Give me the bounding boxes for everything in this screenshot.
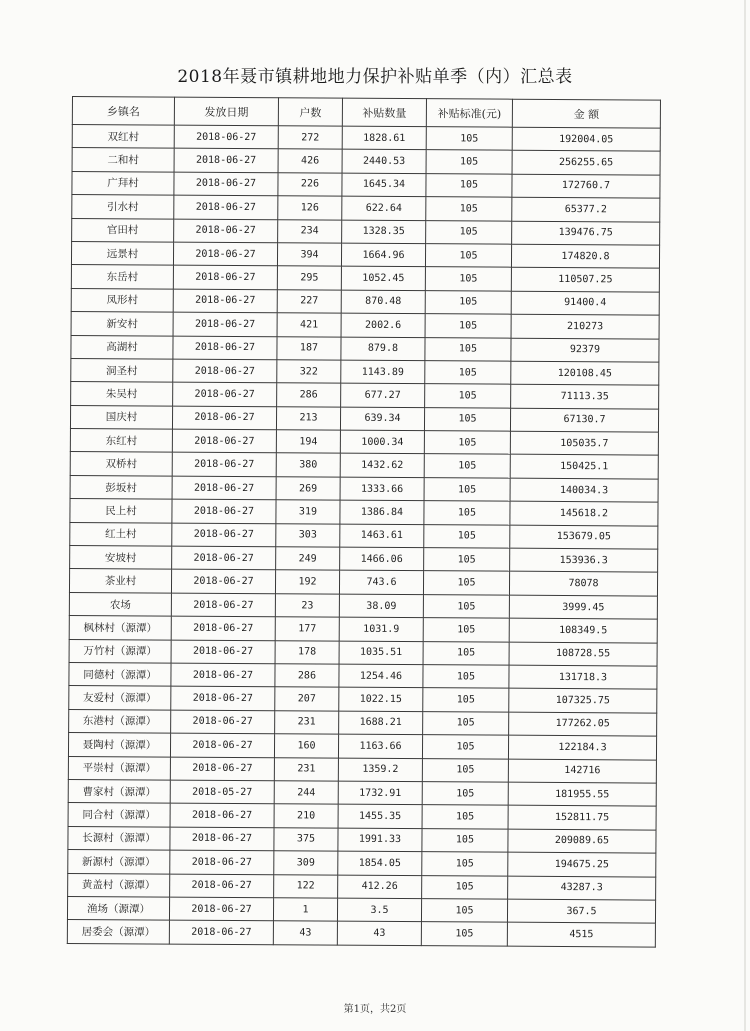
cell-date: 2018-06-27: [171, 593, 275, 617]
cell-households: 207: [275, 687, 339, 711]
cell-date: 2018-06-27: [172, 429, 276, 453]
cell-households: 269: [276, 477, 340, 501]
cell-township: 引水村: [72, 195, 174, 219]
cell-township: 友爱村（源潭）: [69, 686, 171, 710]
cell-township: 高湖村: [71, 335, 173, 359]
cell-amount: 105035.7: [510, 431, 658, 455]
cell-date: 2018-06-27: [172, 476, 276, 500]
cell-standard: 105: [422, 735, 508, 759]
cell-standard: 105: [423, 571, 509, 595]
cell-households: 322: [277, 360, 341, 384]
cell-township: 新安村: [71, 312, 173, 336]
cell-quantity: 1386.84: [340, 500, 424, 524]
cell-quantity: 1328.35: [342, 220, 426, 244]
table-row: [70, 429, 658, 456]
cell-quantity: 2440.53: [342, 150, 426, 174]
cell-date: 2018-06-27: [172, 499, 276, 523]
table-row: [71, 312, 659, 339]
cell-households: 160: [274, 734, 338, 758]
cell-standard: 105: [426, 173, 512, 197]
cell-households: 122: [274, 874, 338, 898]
cell-households: 210: [274, 804, 338, 828]
header-standard: 补贴标准(元): [426, 99, 512, 128]
table-row: [71, 382, 659, 409]
cell-households: 286: [277, 383, 341, 407]
table-row: [70, 405, 658, 432]
cell-quantity: 1000.34: [340, 430, 424, 454]
cell-standard: 105: [426, 197, 512, 221]
cell-quantity: 879.8: [341, 337, 425, 361]
cell-date: 2018-06-27: [170, 733, 274, 757]
cell-township: 枫林村（源潭）: [69, 616, 171, 640]
cell-quantity: 677.27: [341, 383, 425, 407]
table-row: [70, 546, 658, 573]
cell-township: 新源村（源潭）: [68, 850, 170, 874]
cell-amount: 120108.45: [511, 361, 659, 385]
cell-amount: 194675.25: [508, 852, 656, 876]
cell-quantity: 1854.05: [338, 851, 422, 875]
cell-date: 2018-06-27: [171, 640, 275, 664]
cell-standard: 105: [426, 127, 512, 151]
cell-households: 309: [274, 851, 338, 875]
header-amount: 金 额: [512, 99, 660, 128]
cell-quantity: 1359.2: [338, 758, 422, 782]
cell-township: 广拜村: [72, 171, 174, 195]
cell-amount: 256255.65: [512, 151, 660, 175]
cell-standard: 105: [421, 899, 507, 923]
table-row: [72, 218, 660, 245]
cell-quantity: 3.5: [337, 898, 421, 922]
cell-amount: 140034.3: [510, 478, 658, 502]
table-row: [69, 639, 657, 666]
cell-township: 彭坂村: [70, 475, 172, 499]
cell-households: 319: [276, 500, 340, 524]
cell-standard: 105: [422, 852, 508, 876]
cell-households: 187: [277, 336, 341, 360]
table-row: [72, 125, 660, 152]
table-row: [71, 288, 659, 315]
cell-township: 居委会（源潭）: [67, 920, 169, 944]
cell-quantity: 1732.91: [338, 781, 422, 805]
table-row: [70, 522, 658, 549]
cell-amount: 122184.3: [508, 735, 656, 759]
cell-standard: 105: [421, 922, 507, 946]
cell-quantity: 1688.21: [339, 711, 423, 735]
cell-standard: 105: [426, 150, 512, 174]
cell-standard: 105: [424, 548, 510, 572]
cell-households: 177: [275, 617, 339, 641]
cell-amount: 145618.2: [510, 501, 658, 525]
cell-amount: 108728.55: [509, 642, 657, 666]
cell-households: 426: [278, 149, 342, 173]
cell-amount: 108349.5: [509, 618, 657, 642]
cell-amount: 4515: [507, 922, 655, 946]
cell-households: 380: [276, 453, 340, 477]
cell-amount: 131718.3: [509, 665, 657, 689]
cell-standard: 105: [424, 478, 510, 502]
cell-households: 194: [276, 430, 340, 454]
cell-standard: 105: [425, 337, 511, 361]
cell-date: 2018-06-27: [173, 359, 277, 383]
table-row: [71, 241, 659, 268]
page-edge-shadow: [744, 0, 746, 1031]
cell-quantity: 412.26: [338, 875, 422, 899]
cell-amount: 92379: [511, 338, 659, 362]
cell-quantity: 870.48: [341, 290, 425, 314]
cell-quantity: 1664.96: [341, 243, 425, 267]
cell-date: 2018-06-27: [174, 125, 278, 149]
cell-quantity: 1828.61: [342, 126, 426, 150]
cell-township: 二和村: [72, 148, 174, 172]
cell-quantity: 43: [337, 921, 421, 945]
cell-quantity: 1035.51: [339, 641, 423, 665]
cell-date: 2018-06-27: [174, 172, 278, 196]
cell-date: 2018-06-27: [172, 546, 276, 570]
cell-quantity: 622.64: [342, 196, 426, 220]
cell-township: 平崇村（源潭）: [68, 756, 170, 780]
cell-township: 同德村（源潭）: [69, 662, 171, 686]
cell-township: 远景村: [71, 241, 173, 265]
cell-date: 2018-06-27: [173, 312, 277, 336]
cell-quantity: 1455.35: [338, 804, 422, 828]
page-title: 2018年聂市镇耕地地力保护补贴单季（内）汇总表: [177, 67, 573, 87]
cell-amount: 107325.75: [509, 689, 657, 713]
cell-amount: 172760.7: [512, 174, 660, 198]
cell-amount: 174820.8: [511, 244, 659, 268]
cell-amount: 71113.35: [511, 384, 659, 408]
cell-households: 192: [275, 570, 339, 594]
cell-quantity: 1143.89: [341, 360, 425, 384]
cell-standard: 105: [425, 267, 511, 291]
cell-date: 2018-06-27: [173, 382, 277, 406]
table-row: [69, 592, 657, 619]
cell-date: 2018-06-27: [171, 686, 275, 710]
cell-amount: 210273: [511, 314, 659, 338]
cell-standard: 105: [425, 314, 511, 338]
cell-households: 231: [275, 711, 339, 735]
cell-amount: 139476.75: [512, 221, 660, 245]
cell-standard: 105: [424, 407, 510, 431]
cell-date: 2018-06-27: [174, 195, 278, 219]
cell-quantity: 1463.61: [340, 524, 424, 548]
cell-date: 2018-06-27: [171, 570, 275, 594]
cell-date: 2018-06-27: [174, 219, 278, 243]
cell-date: 2018-06-27: [170, 827, 274, 851]
cell-quantity: 1022.15: [339, 688, 423, 712]
cell-standard: 105: [425, 384, 511, 408]
subsidy-summary-table: [67, 96, 661, 947]
cell-date: 2018-06-27: [173, 265, 277, 289]
cell-date: 2018-06-27: [173, 242, 277, 266]
table-row: [69, 616, 657, 643]
table-row: [72, 148, 660, 175]
cell-households: 178: [275, 640, 339, 664]
header-quantity: 补贴数量: [342, 98, 426, 127]
cell-township: 东港村（源潭）: [69, 709, 171, 733]
cell-date: 2018-06-27: [172, 453, 276, 477]
cell-households: 227: [277, 289, 341, 313]
cell-quantity: 1645.34: [342, 173, 426, 197]
cell-standard: 105: [424, 524, 510, 548]
cell-standard: 105: [425, 244, 511, 268]
cell-quantity: 1333.66: [340, 477, 424, 501]
table-row: [70, 475, 658, 502]
cell-township: 朱吴村: [71, 382, 173, 406]
cell-standard: 105: [424, 431, 510, 455]
cell-amount: 192004.05: [512, 127, 660, 151]
cell-households: 1: [273, 898, 337, 922]
cell-township: 安坡村: [70, 546, 172, 570]
cell-standard: 105: [423, 665, 509, 689]
cell-standard: 105: [423, 594, 509, 618]
cell-date: 2018-06-27: [170, 803, 274, 827]
table-row: [67, 920, 655, 947]
cell-township: 官田村: [72, 218, 174, 242]
cell-amount: 153936.3: [510, 548, 658, 572]
cell-households: 23: [275, 594, 339, 618]
page-footer: 第1页，共2页: [343, 1004, 407, 1015]
cell-quantity: 1163.66: [338, 734, 422, 758]
cell-standard: 105: [422, 782, 508, 806]
cell-quantity: 1052.45: [341, 266, 425, 290]
cell-amount: 65377.2: [512, 197, 660, 221]
cell-quantity: 1466.06: [340, 547, 424, 571]
cell-households: 234: [278, 219, 342, 243]
cell-households: 249: [276, 547, 340, 571]
cell-date: 2018-06-27: [169, 920, 273, 944]
cell-amount: 43287.3: [508, 876, 656, 900]
cell-township: 聂陶村（源潭）: [68, 733, 170, 757]
cell-date: 2018-05-27: [170, 780, 274, 804]
table-row: [71, 358, 659, 385]
cell-standard: 105: [425, 290, 511, 314]
table-row: [69, 569, 657, 596]
cell-quantity: 1432.62: [340, 454, 424, 478]
cell-amount: 177262.05: [509, 712, 657, 736]
cell-township: 双桥村: [70, 452, 172, 476]
table-row: [72, 171, 660, 198]
cell-date: 2018-06-27: [174, 149, 278, 173]
cell-township: 洞圣村: [71, 358, 173, 382]
cell-date: 2018-06-27: [171, 710, 275, 734]
cell-households: 272: [278, 126, 342, 150]
cell-quantity: 743.6: [339, 571, 423, 595]
cell-amount: 150425.1: [510, 455, 658, 479]
table-row: [70, 499, 658, 526]
cell-standard: 105: [422, 828, 508, 852]
cell-amount: 142716: [508, 759, 656, 783]
cell-standard: 105: [423, 688, 509, 712]
cell-township: 茶业村: [69, 569, 171, 593]
cell-township: 东红村: [70, 429, 172, 453]
cell-township: 长源村（源潭）: [68, 826, 170, 850]
cell-township: 渔场（源潭）: [67, 896, 169, 920]
cell-township: 万竹村（源潭）: [69, 639, 171, 663]
cell-amount: 181955.55: [508, 782, 656, 806]
cell-households: 231: [274, 757, 338, 781]
header-date: 发放日期: [174, 97, 278, 126]
cell-amount: 152811.75: [508, 806, 656, 830]
table-row: [72, 195, 660, 222]
cell-standard: 105: [426, 220, 512, 244]
cell-households: 303: [276, 523, 340, 547]
cell-standard: 105: [424, 454, 510, 478]
cell-township: 国庆村: [70, 405, 172, 429]
cell-amount: 78078: [509, 572, 657, 596]
cell-amount: 367.5: [507, 899, 655, 923]
cell-date: 2018-06-27: [172, 523, 276, 547]
cell-standard: 105: [423, 711, 509, 735]
table-row: [71, 335, 659, 362]
cell-township: 东岳村: [71, 265, 173, 289]
cell-households: 295: [277, 266, 341, 290]
cell-households: 394: [277, 243, 341, 267]
cell-households: 375: [274, 827, 338, 851]
header-row: [72, 97, 660, 129]
cell-amount: 67130.7: [510, 408, 658, 432]
cell-date: 2018-06-27: [170, 850, 274, 874]
table-row: [70, 452, 658, 479]
header-households: 户数: [278, 98, 342, 126]
cell-date: 2018-06-27: [172, 406, 276, 430]
cell-township: 黄盖村（源潭）: [68, 873, 170, 897]
cell-quantity: 1991.33: [338, 828, 422, 852]
cell-standard: 105: [423, 641, 509, 665]
cell-quantity: 639.34: [340, 407, 424, 431]
cell-amount: 153679.05: [510, 525, 658, 549]
cell-township: 双红村: [72, 125, 174, 149]
cell-standard: 105: [423, 618, 509, 642]
cell-township: 红土村: [70, 522, 172, 546]
cell-township: 民上村: [70, 499, 172, 523]
cell-standard: 105: [422, 805, 508, 829]
table-row: [71, 265, 659, 292]
cell-quantity: 1031.9: [339, 617, 423, 641]
cell-households: 213: [276, 406, 340, 430]
cell-date: 2018-06-27: [170, 757, 274, 781]
cell-quantity: 2002.6: [341, 313, 425, 337]
cell-quantity: 38.09: [339, 594, 423, 618]
cell-date: 2018-06-27: [170, 874, 274, 898]
cell-township: 农场: [69, 592, 171, 616]
cell-households: 126: [278, 196, 342, 220]
cell-amount: 91400.4: [511, 291, 659, 315]
cell-households: 286: [275, 664, 339, 688]
cell-township: 凤形村: [71, 288, 173, 312]
cell-township: 曹家村（源潭）: [68, 779, 170, 803]
cell-date: 2018-06-27: [171, 663, 275, 687]
cell-date: 2018-06-27: [169, 897, 273, 921]
cell-standard: 105: [425, 361, 511, 385]
cell-amount: 3999.45: [509, 595, 657, 619]
cell-date: 2018-06-27: [171, 616, 275, 640]
cell-households: 421: [277, 313, 341, 337]
cell-township: 同合村（源潭）: [68, 803, 170, 827]
cell-standard: 105: [422, 758, 508, 782]
header-township: 乡镇名: [72, 97, 174, 126]
cell-amount: 209089.65: [508, 829, 656, 853]
cell-households: 226: [278, 173, 342, 197]
cell-standard: 105: [424, 501, 510, 525]
cell-standard: 105: [422, 875, 508, 899]
cell-households: 244: [274, 781, 338, 805]
cell-date: 2018-06-27: [173, 336, 277, 360]
cell-households: 43: [273, 921, 337, 945]
cell-date: 2018-06-27: [173, 289, 277, 313]
cell-amount: 110507.25: [511, 268, 659, 292]
cell-quantity: 1254.46: [339, 664, 423, 688]
